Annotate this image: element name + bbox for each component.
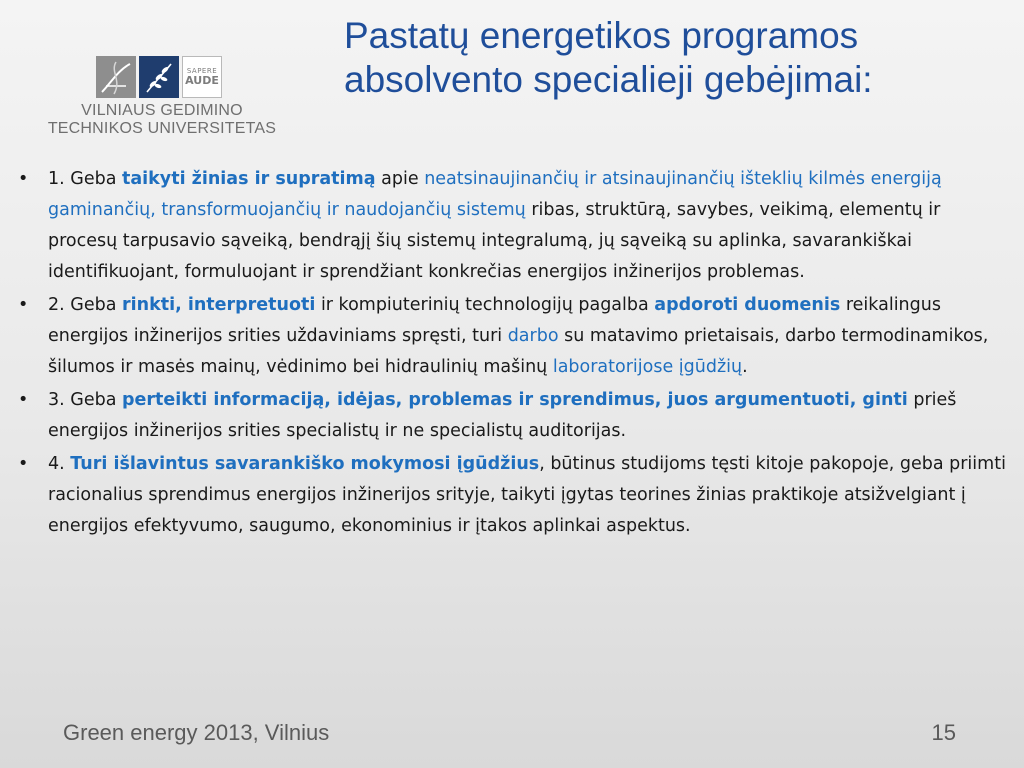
ability-item [18,290,1008,383]
logo-motto-box [182,56,222,98]
footer-event: Green energy 2013, Vilnius [63,720,330,745]
text-segment: , būtinus studijoms tęsti kitoje pakopoje, geba priimti racionalius sprendimus energijos inžinerijos srityje, taikyti įgytas teorines žinias praktikoje atsižvelgiant į energijos efektyvumo, saugumo, ekonominius ir įtakos aplinkai aspektus. [48,454,1006,536]
slide-title-line1: Pastatų energetikos programos [344,15,859,56]
text-segment: 4. [48,454,71,474]
text-segment: . [742,357,748,377]
ability-item [18,385,1008,447]
logo-emblem [96,56,222,98]
university-name [32,102,292,138]
text-segment: ir kompiuterinių technologijų pagalba [315,295,655,315]
slide-title-line2: absolvento specialieji gebėjimai: [344,59,873,100]
highlighted-text: taikyti žinias ir supratimą [121,169,376,189]
logo-motto-top: SAPERE [186,67,218,75]
text-segment: 3. Geba [48,390,122,410]
text-segment: 1. Geba [48,169,122,189]
highlighted-text: neatsinaujinančių ir atsinaujinančių išteklių kilmės energiją gaminančių, transformuojančių ir naudojančių sistemų [48,169,942,220]
university-name-line2: TECHNIKOS UNIVERSITETAS [47,120,277,137]
highlighted-text: apdoroti duomenis [654,295,841,315]
text-segment: reikalingus energijos inžinerijos srities uždaviniams spręsti, turi [48,295,941,346]
logo-olive-branch-icon [139,56,179,98]
text-segment: su matavimo prietaisais, darbo termodinamikos, šilumos ir masės mainų, vėdinimo bei hidraulinių mašinų [48,326,989,377]
bullet-marker: • [18,454,29,474]
ability-list [18,164,1008,544]
text-segment: 2. Geba [48,295,122,315]
bullet-marker: • [18,169,29,189]
bullet-marker: • [18,390,29,410]
text-segment: prieš energijos inžinerijos srities specialistų ir ne specialistų auditorijas. [48,390,957,441]
highlighted-text: rinkti, interpretuoti [121,295,316,315]
text-segment: apie [375,169,425,189]
highlighted-text: laboratorijose įgūdžių [552,357,743,377]
page-number: 15 [931,720,956,745]
university-name-line1: VILNIAUS GEDIMINO [81,102,243,119]
highlighted-text: perteikti informaciją, idėjas, problemas ir sprendimus, juos argumentuoti, ginti [121,390,908,410]
university-logo [32,56,292,142]
highlighted-text: darbo [507,326,559,346]
logo-monogram-icon [96,56,136,98]
bullet-marker: • [18,295,29,315]
slide-title [344,14,1004,102]
text-segment: ribas, struktūrą, savybes, veikimą, elementų ir procesų tarpusavio sąveiką, bendrąjį šių sistemų integralumą, jų sąveiką su aplinka, savarankiškai identifikuojant, formuluojant ir sprendžiant konkrečias energijos inžinerijos problemas. [48,200,941,282]
highlighted-text: Turi išlavintus savarankiško mokymosi įgūdžius [70,454,540,474]
logo-motto-bottom: AUDE [185,74,219,87]
ability-item [18,449,1008,542]
ability-item [18,164,1008,288]
